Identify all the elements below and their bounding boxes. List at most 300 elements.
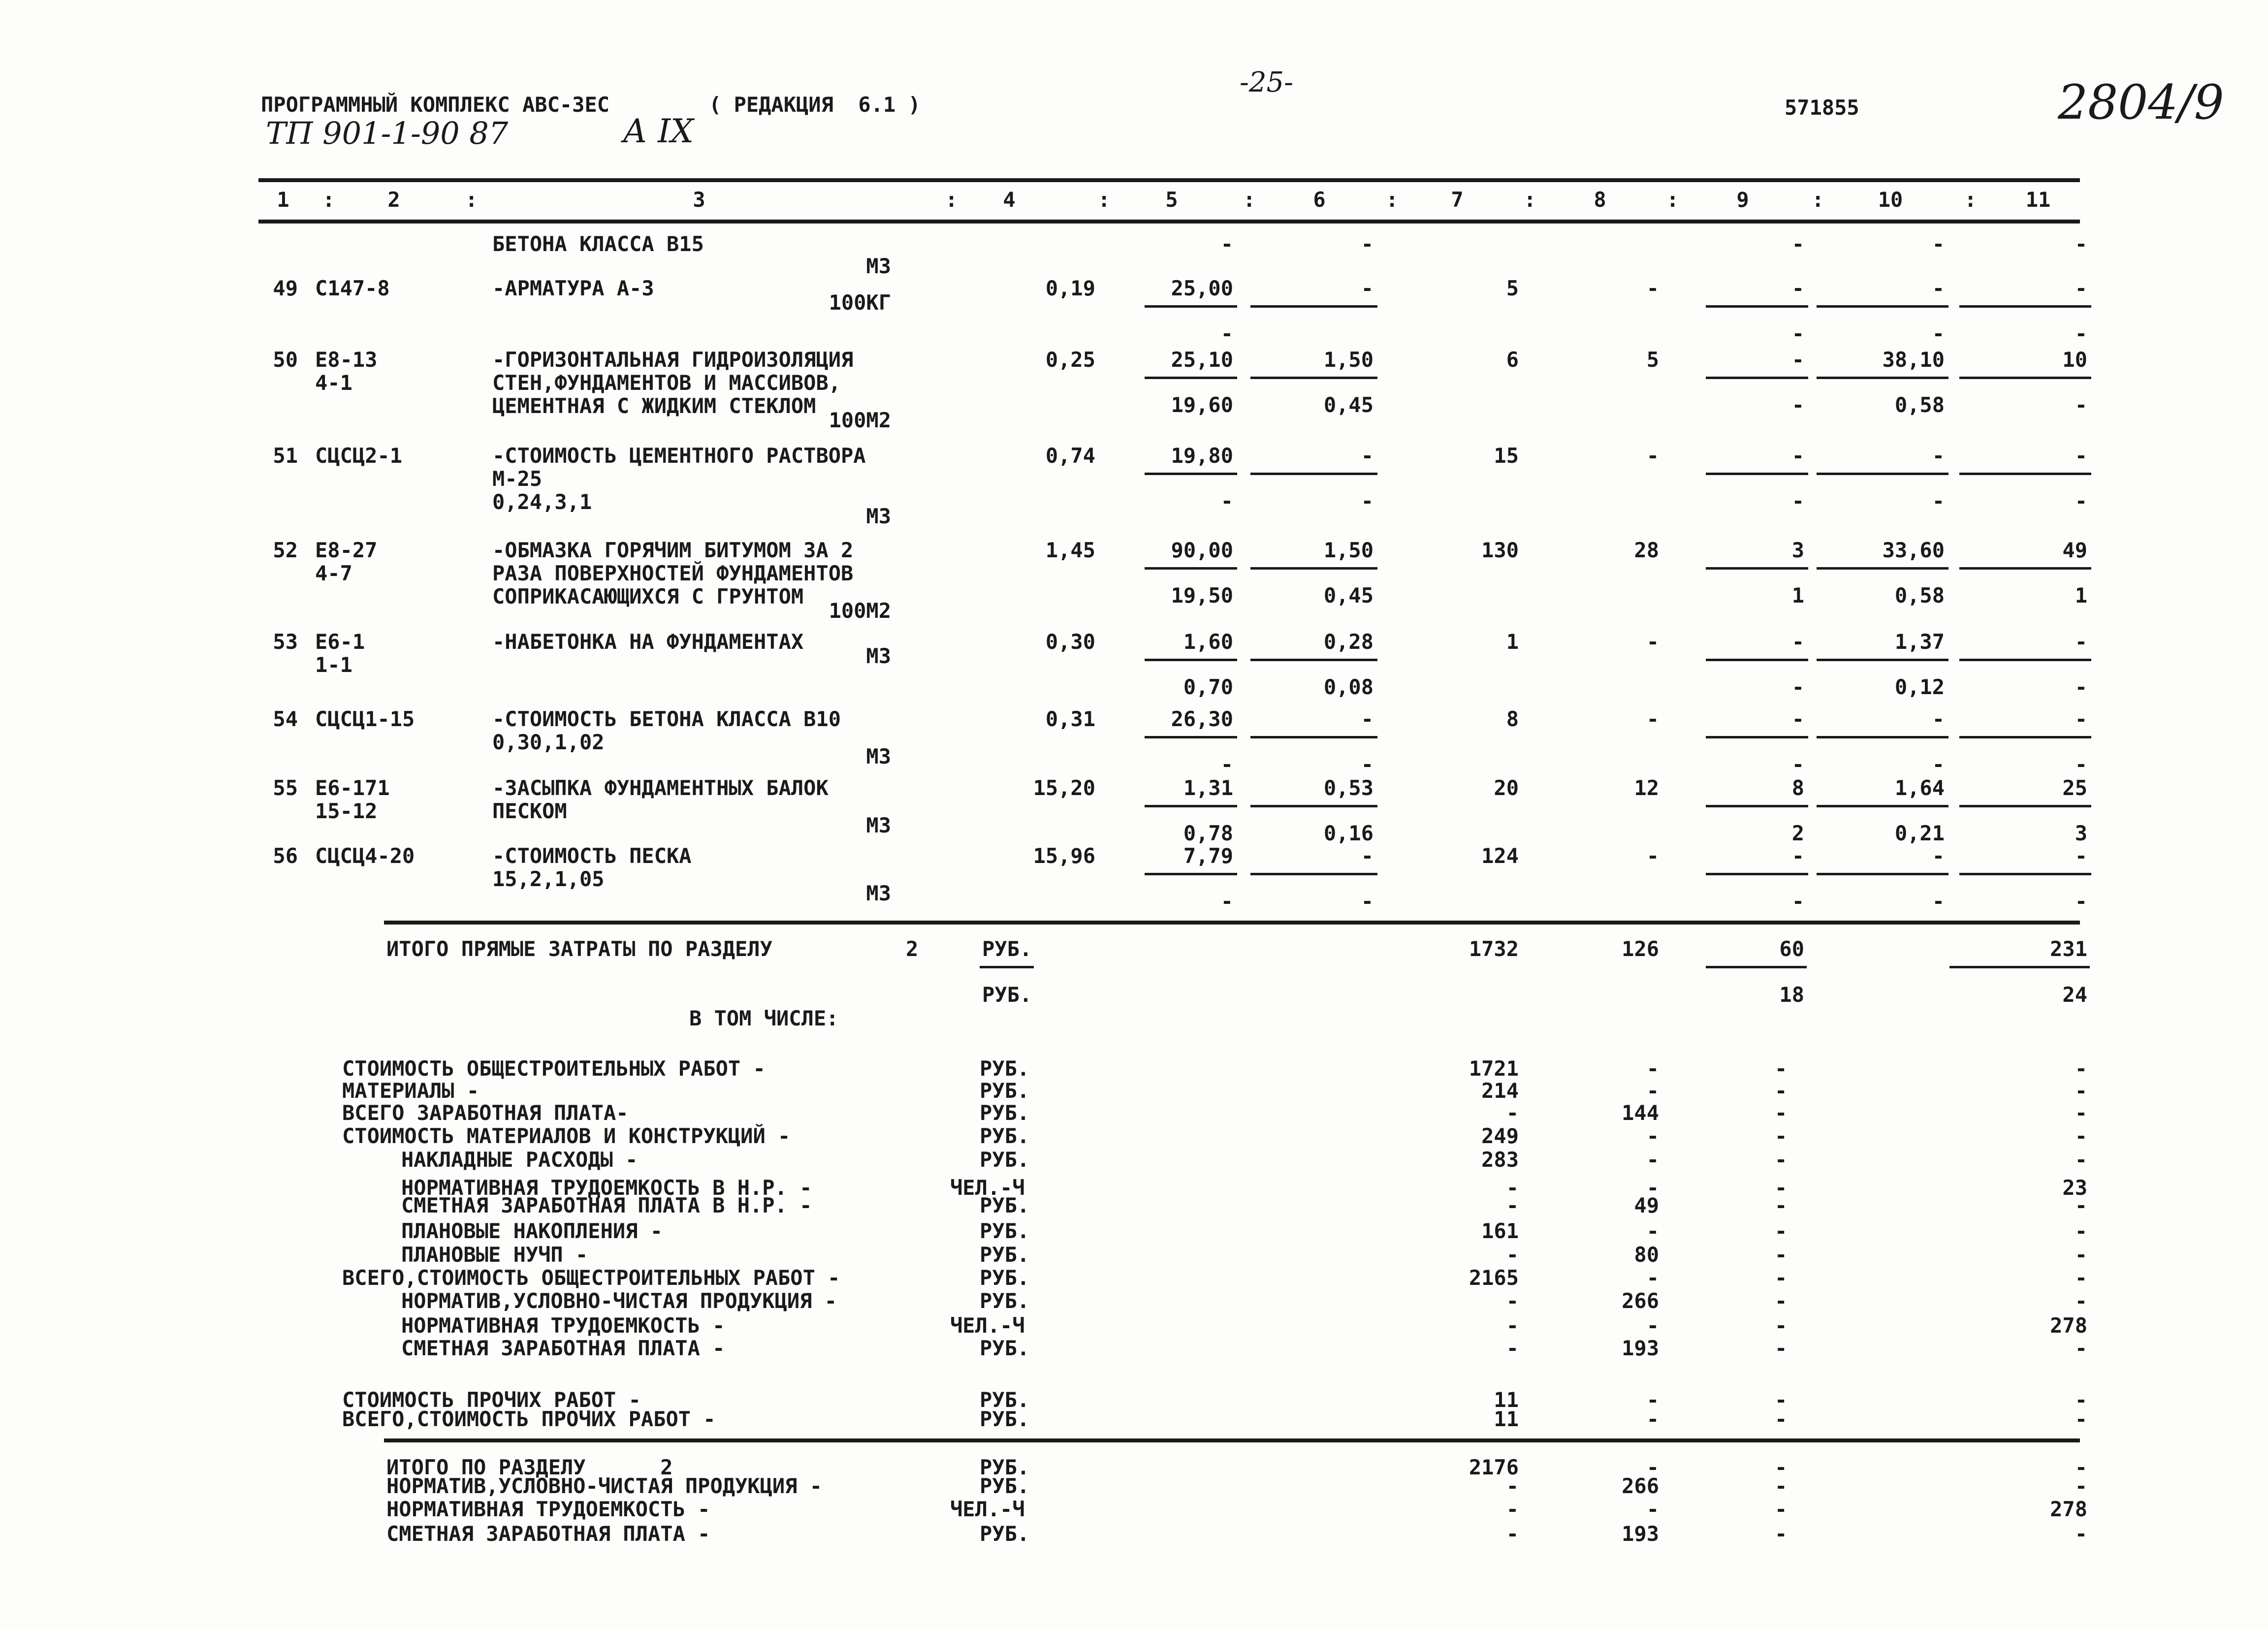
row-c6-underline [1250,873,1377,875]
column-header-9: 9 [1736,188,1749,212]
summary-c7: - [1506,1101,1519,1125]
summary-c8: 193 [1622,1336,1659,1360]
row-c10-subvalue: - [1932,752,1945,776]
summary-unit: РУБ. [980,1193,1030,1217]
summary-c11: - [2075,1148,2087,1172]
total-direct-unit2: РУБ. [982,983,1032,1007]
row-c8-value: 5 [1646,348,1659,372]
row-c8-value: - [1646,844,1659,868]
row-c10-value: - [1932,276,1945,300]
row-c11-subvalue: 1 [2075,583,2087,607]
row-unit: 100М2 [829,599,891,623]
row-c6-subvalue: - [1361,889,1374,913]
section-total-c9: - [1775,1474,1788,1498]
row-c11-subvalue: - [2075,489,2087,513]
row-number: 51 [273,444,298,468]
row-description: -СТОИМОСТЬ ЦЕМЕНТНОГО РАСТВОРА [492,444,866,468]
sheet-number: 2804/9 [2058,75,2224,130]
summary-c11: - [2075,1124,2087,1148]
summary-label: НОРМАТИВНАЯ ТРУДОЕМКОСТЬ В Н.Р. - [401,1176,812,1200]
row-c8-value: - [1646,276,1659,300]
row-c5-underline [1145,567,1237,570]
row-c10-value: 1,37 [1894,630,1945,654]
row-c10-underline [1817,659,1949,661]
album-number: А IX [623,112,694,150]
total-direct-unit: РУБ. [982,937,1032,961]
section-total-unit: РУБ. [980,1455,1030,1479]
row-unit: М3 [866,744,891,768]
summary-c8: - [1646,1313,1659,1338]
row-c9-value: - [1791,444,1804,468]
row-c6-value: 0,53 [1323,776,1374,800]
summary-label: ВСЕГО,СТОИМОСТЬ ПРОЧИХ РАБОТ - [342,1407,716,1431]
row-c6-value: 1,50 [1323,348,1374,372]
row-code: СЦСЦ1-15 [315,707,415,731]
row-description: СОПРИКАСАЮЩИХСЯ С ГРУНТОМ [492,584,804,608]
section-total-label: НОРМАТИВНАЯ ТРУДОЕМКОСТЬ - [386,1497,710,1521]
row-c10-subvalue: 0,12 [1894,675,1945,699]
row-c7-value: 130 [1481,538,1519,562]
row-c11-underline [1959,873,2091,875]
row-c9-value: 3 [1791,538,1804,562]
program-title: ПРОГРАММНЫЙ КОМПЛЕКС АВС-3ЕС [261,93,610,117]
summary-c11: - [2075,1079,2087,1103]
column-header-1: 1 [277,188,289,212]
total-direct-unit-rule [980,966,1034,968]
section-total-c9: - [1775,1455,1788,1479]
section-total-unit: РУБ. [980,1522,1030,1546]
column-separator: : [465,188,478,212]
summary-label: НАКЛАДНЫЕ РАСХОДЫ - [401,1148,638,1172]
total-direct-section: 2 [906,937,919,961]
summary-c9: - [1775,1079,1788,1103]
summary-unit: РУБ. [980,1388,1030,1412]
summary-unit: РУБ. [980,1056,1030,1081]
row-number: 55 [273,776,298,800]
row-c5-value: 1,31 [1183,776,1233,800]
summary-c8: - [1646,1079,1659,1103]
summary-c11: - [2075,1193,2087,1217]
row-c7-value: 15 [1494,444,1519,468]
summary-c9: - [1775,1289,1788,1313]
row-c5-subvalue: 0,70 [1183,675,1233,699]
summary-c8: 266 [1622,1289,1659,1313]
row-c9-value: - [1791,348,1804,372]
summary-label: СТОИМОСТЬ МАТЕРИАЛОВ И КОНСТРУКЦИЙ - [342,1124,791,1148]
row-c6-value: - [1361,844,1374,868]
row-c5-value: 90,00 [1171,538,1233,562]
summary-c8: 49 [1634,1193,1659,1217]
row-c9-underline [1706,377,1808,379]
row-c10-underline [1817,305,1949,308]
row-c9-subvalue: - [1791,889,1804,913]
column-header-10: 10 [1878,188,1903,212]
summary-c7: - [1506,1193,1519,1217]
row-c11-underline [1959,567,2091,570]
section-total-label: СМЕТНАЯ ЗАРАБОТНАЯ ПЛАТА - [386,1522,710,1546]
column-separator: : [1243,188,1256,212]
summary-c9: - [1775,1101,1788,1125]
summary-label: НОРМАТИВНАЯ ТРУДОЕМКОСТЬ - [401,1313,725,1338]
row-c9-underline [1706,873,1808,875]
header-rule-bottom [258,220,2080,224]
summary-unit: РУБ. [980,1124,1030,1148]
row-c9-subvalue: - [1791,752,1804,776]
summary-unit: РУБ. [980,1407,1030,1431]
row-code: 15-12 [315,799,378,823]
row-c8-value: - [1646,444,1659,468]
row-c9-subvalue: 2 [1791,821,1804,845]
summary-label: СТОИМОСТЬ ПРОЧИХ РАБОТ - [342,1388,641,1412]
row-c10-value: - [1932,232,1945,256]
row-c8-value: - [1646,707,1659,731]
row-c6-value: - [1361,444,1374,468]
row-c9-subvalue: - [1791,321,1804,346]
summary-c8: - [1646,1176,1659,1200]
row-c10-underline [1817,873,1949,875]
row-c9-value: - [1791,232,1804,256]
row-number: 53 [273,630,298,654]
section-total-label: ИТОГО ПО РАЗДЕЛУ 2 [386,1455,673,1479]
row-c5-value: - [1220,232,1233,256]
row-description: -НАБЕТОНКА НА ФУНДАМЕНТАХ [492,630,804,654]
row-c6-underline [1250,659,1377,661]
summary-c11: - [2075,1266,2087,1290]
summary-c11: 278 [2050,1313,2087,1338]
summary-c7: 1721 [1469,1056,1519,1081]
row-description: -ГОРИЗОНТАЛЬНАЯ ГИДРОИЗОЛЯЦИЯ [492,348,854,372]
section-total-label: НОРМАТИВ,УСЛОВНО-ЧИСТАЯ ПРОДУКЦИЯ - [386,1474,823,1498]
summary-c11: - [2075,1101,2087,1125]
summary-c7: 214 [1481,1079,1519,1103]
summary-c7: - [1506,1243,1519,1267]
summary-c9: - [1775,1219,1788,1243]
section-total-c11: 278 [2050,1497,2087,1521]
row-c10-subvalue: - [1932,489,1945,513]
row-c10-value: - [1932,707,1945,731]
summary-c11: - [2075,1388,2087,1412]
column-header-3: 3 [693,188,705,212]
row-c11-value: - [2075,444,2087,468]
row-c9-underline [1706,805,1808,807]
row-number: 54 [273,707,298,731]
summary-label: СМЕТНАЯ ЗАРАБОТНАЯ ПЛАТА В Н.Р. - [401,1193,812,1217]
row-c11-value: - [2075,707,2087,731]
row-c11-value: 49 [2062,538,2087,562]
row-c11-underline [1959,377,2091,379]
row-c5-underline [1145,377,1237,379]
row-c6-underline [1250,473,1377,475]
row-c5-value: 25,10 [1171,348,1233,372]
row-unit: М3 [866,504,891,528]
summary-label: МАТЕРИАЛЫ - [342,1079,479,1103]
row-c10-value: - [1932,444,1945,468]
row-unit: М3 [866,254,891,278]
summary-unit: РУБ. [980,1336,1030,1360]
summary-c8: 80 [1634,1243,1659,1267]
summary-c11: - [2075,1336,2087,1360]
summary-c7: - [1506,1313,1519,1338]
summary-label: СМЕТНАЯ ЗАРАБОТНАЯ ПЛАТА - [401,1336,725,1360]
row-c11-value: - [2075,844,2087,868]
summary-c9: - [1775,1266,1788,1290]
row-c11-underline [1959,659,2091,661]
row-code: 4-7 [315,561,352,585]
row-c10-value: - [1932,844,1945,868]
summary-unit: ЧЕЛ.-Ч [950,1313,1025,1338]
row-c6-underline [1250,736,1377,738]
summary-unit: РУБ. [980,1289,1030,1313]
column-separator: : [1964,188,1977,212]
summary-c7: 249 [1481,1124,1519,1148]
row-c6-value: 0,28 [1323,630,1374,654]
column-header-5: 5 [1165,188,1178,212]
row-code: СЦСЦ4-20 [315,844,415,868]
row-c7-value: 124 [1481,844,1519,868]
section-total-c7: - [1506,1474,1519,1498]
summary-c7: - [1506,1176,1519,1200]
row-description: -СТОИМОСТЬ БЕТОНА КЛАССА В10 [492,707,841,731]
summary-c8: 144 [1622,1101,1659,1125]
row-c6-subvalue: - [1361,752,1374,776]
row-description: -ОБМАЗКА ГОРЯЧИМ БИТУМОМ ЗА 2 [492,538,854,562]
row-c6-subvalue: 0,08 [1323,675,1374,699]
summary-c9: - [1775,1124,1788,1148]
summary-c8: - [1646,1407,1659,1431]
row-c7-value: 8 [1506,707,1519,731]
row-quantity: 1,45 [1045,538,1095,562]
row-code: Е6-171 [315,776,390,800]
row-quantity: 15,96 [1033,844,1095,868]
project-code: ТП 901-1-90 87 [266,115,509,151]
summary-c7: - [1506,1289,1519,1313]
row-c9-underline [1706,659,1808,661]
row-description: -СТОИМОСТЬ ПЕСКА [492,844,692,868]
row-c11-value: - [2075,276,2087,300]
column-separator: : [1812,188,1824,212]
row-c9-value: - [1791,844,1804,868]
row-c11-subvalue: - [2075,752,2087,776]
row-c9-underline [1706,473,1808,475]
row-c11-underline [1959,736,2091,738]
row-c6-subvalue: 0,45 [1323,583,1374,607]
section-total-c11: - [2075,1474,2087,1498]
total-direct-c11-rule [1949,966,2090,968]
summary-c9: - [1775,1148,1788,1172]
row-c6-subvalue: 0,45 [1323,393,1374,417]
row-c6-value: - [1361,276,1374,300]
row-c5-subvalue: - [1220,489,1233,513]
summary-unit: РУБ. [980,1219,1030,1243]
summary-c7: - [1506,1336,1519,1360]
row-number: 50 [273,348,298,372]
row-c6-value: - [1361,232,1374,256]
row-description: -ЗАСЫПКА ФУНДАМЕНТНЫХ БАЛОК [492,776,829,800]
summary-c11: - [2075,1243,2087,1267]
summary-label: ВСЕГО ЗАРАБОТНАЯ ПЛАТА- [342,1101,629,1125]
summary-c8: - [1646,1388,1659,1412]
row-quantity: 0,25 [1045,348,1095,372]
column-header-4: 4 [1003,188,1016,212]
summary-label: ПЛАНОВЫЕ НАКОПЛЕНИЯ - [401,1219,663,1243]
row-c10-underline [1817,473,1949,475]
row-description: -АРМАТУРА А-3 [492,276,654,300]
total-direct-label: ИТОГО ПРЯМЫЕ ЗАТРАТЫ ПО РАЗДЕЛУ [386,937,772,961]
row-c11-value: - [2075,630,2087,654]
row-code: 1-1 [315,653,352,677]
summary-label: СТОИМОСТЬ ОБЩЕСТРОИТЕЛЬНЫХ РАБОТ - [342,1056,766,1081]
row-c10-underline [1817,567,1949,570]
row-c11-value: 25 [2062,776,2087,800]
section-total-unit: РУБ. [980,1474,1030,1498]
row-c8-value: - [1646,630,1659,654]
row-c9-value: - [1791,630,1804,654]
column-separator: : [1524,188,1536,212]
row-c10-underline [1817,805,1949,807]
row-c11-value: 10 [2062,348,2087,372]
summary-unit: РУБ. [980,1148,1030,1172]
summary-c9: - [1775,1388,1788,1412]
row-c7-value: 1 [1506,630,1519,654]
row-c9-subvalue: 1 [1791,583,1804,607]
row-quantity: 0,19 [1045,276,1095,300]
summary-label: ВСЕГО,СТОИМОСТЬ ОБЩЕСТРОИТЕЛЬНЫХ РАБОТ - [342,1266,840,1290]
row-c10-subvalue: 0,58 [1894,393,1945,417]
summary-c8: - [1646,1266,1659,1290]
section-total-c9: - [1775,1522,1788,1546]
summary-c9: - [1775,1056,1788,1081]
column-separator: : [1098,188,1111,212]
row-c10-value: 33,60 [1882,538,1945,562]
row-c5-underline [1145,873,1237,875]
section-total-c7: - [1506,1522,1519,1546]
section-total-c11: - [2075,1455,2087,1479]
row-c11-value: - [2075,232,2087,256]
summary-c9: - [1775,1176,1788,1200]
section-total-c8: - [1646,1497,1659,1521]
row-description: ЦЕМЕНТНАЯ С ЖИДКИМ СТЕКЛОМ [492,394,816,418]
row-description: 15,2,1,05 [492,867,605,891]
row-c5-underline [1145,305,1237,308]
summary-unit: ЧЕЛ.-Ч [950,1176,1025,1200]
row-c5-value: 1,60 [1183,630,1233,654]
row-c11-subvalue: - [2075,675,2087,699]
summary-c9: - [1775,1407,1788,1431]
row-code: Е8-27 [315,538,378,562]
row-unit: 100КГ [829,290,891,315]
row-c11-subvalue: 3 [2075,821,2087,845]
summary-c7: 161 [1481,1219,1519,1243]
row-c10-underline [1817,736,1949,738]
row-c7-value: 6 [1506,348,1519,372]
row-c11-underline [1959,805,2091,807]
summary-c11: - [2075,1219,2087,1243]
total-direct-c11b: 24 [2062,983,2087,1007]
summary-c8: - [1646,1056,1659,1081]
row-c10-subvalue: 0,58 [1894,583,1945,607]
row-quantity: 0,30 [1045,630,1095,654]
total-direct-c9b: 18 [1779,983,1804,1007]
column-separator: : [1386,188,1399,212]
column-header-2: 2 [387,188,400,212]
row-quantity: 15,20 [1033,776,1095,800]
column-header-8: 8 [1594,188,1606,212]
document-code: 571855 [1785,96,1859,120]
row-c9-value: 8 [1791,776,1804,800]
row-c10-subvalue: - [1932,889,1945,913]
summary-c9: - [1775,1336,1788,1360]
row-c5-underline [1145,659,1237,661]
row-number: 52 [273,538,298,562]
row-description: 0,30,1,02 [492,730,605,754]
row-code: Е8-13 [315,348,378,372]
totals-rule [384,921,2080,925]
summary-c11: 23 [2062,1176,2087,1200]
column-separator: : [945,188,958,212]
row-c5-subvalue: 0,78 [1183,821,1233,845]
row-c6-value: - [1361,707,1374,731]
including-heading: В ТОМ ЧИСЛЕ: [689,1006,839,1030]
column-header-7: 7 [1451,188,1464,212]
summary-c8: - [1646,1219,1659,1243]
row-c9-subvalue: - [1791,489,1804,513]
row-c6-underline [1250,567,1377,570]
summary-c7: 283 [1481,1148,1519,1172]
row-c5-subvalue: - [1220,752,1233,776]
row-description: М-25 [492,467,543,491]
row-c10-underline [1817,377,1949,379]
summary-c9: - [1775,1313,1788,1338]
summary-c9: - [1775,1243,1788,1267]
row-c7-value: 5 [1506,276,1519,300]
summary-c11: - [2075,1056,2087,1081]
row-c6-underline [1250,377,1377,379]
row-code: СЦСЦ2-1 [315,444,403,468]
row-c6-underline [1250,305,1377,308]
row-description: СТЕН,ФУНДАМЕНТОВ И МАССИВОВ, [492,371,841,395]
row-c10-subvalue: 0,21 [1894,821,1945,845]
row-c9-subvalue: - [1791,675,1804,699]
row-c5-value: 25,00 [1171,276,1233,300]
summary-label: ПЛАНОВЫЕ НУЧП - [401,1243,588,1267]
section-total-c8: 193 [1622,1522,1659,1546]
total-direct-c9: 60 [1779,937,1804,961]
column-separator: : [322,188,335,212]
row-c9-underline [1706,567,1808,570]
row-c5-underline [1145,473,1237,475]
column-header-6: 6 [1313,188,1326,212]
total-direct-c7: 1732 [1469,937,1519,961]
row-c5-subvalue: - [1220,321,1233,346]
row-code: 4-1 [315,371,352,395]
row-c11-underline [1959,305,2091,308]
section-total-rule [384,1438,2080,1442]
total-direct-c9-rule [1706,966,1807,968]
row-c5-value: 7,79 [1183,844,1233,868]
row-c6-subvalue: 0,16 [1323,821,1374,845]
row-description: ПЕСКОМ [492,799,567,823]
row-c5-underline [1145,805,1237,807]
page-number: -25- [1240,66,1294,98]
program-edition: ( РЕДАКЦИЯ 6.1 ) [709,93,921,117]
row-c5-subvalue: 19,50 [1171,583,1233,607]
row-description: 0,24,3,1 [492,490,592,514]
row-c8-value: 12 [1634,776,1659,800]
section-total-c8: 266 [1622,1474,1659,1498]
row-c10-value: 38,10 [1882,348,1945,372]
row-c11-subvalue: - [2075,321,2087,346]
row-number: 56 [273,844,298,868]
